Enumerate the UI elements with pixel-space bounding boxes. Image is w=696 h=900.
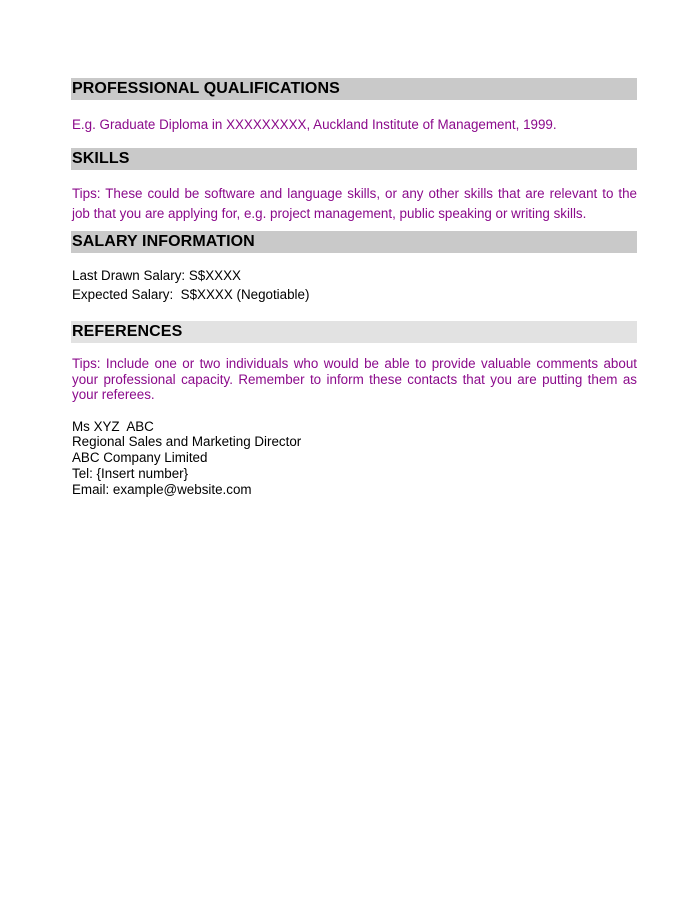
- section-heading-skills: SKILLS: [71, 148, 637, 170]
- salary-details: [71, 267, 637, 304]
- resume-page: [71, 78, 637, 497]
- qualifications-example-text: E.g. Graduate Diploma in XXXXXXXXX, Auckland Institute of Management, 1999.: [72, 117, 557, 132]
- skills-tips-text: Tips: These could be software and language skills, or any other skills that are relevant to the job that you are applying for, e.g. project management, public speaking or writing skills.: [72, 186, 637, 221]
- referee-company: ABC Company Limited: [72, 450, 208, 466]
- referee-email: Email: example@website.com: [72, 481, 252, 497]
- last-drawn-salary: Last Drawn Salary: S$XXXX: [72, 268, 241, 283]
- section-heading-professional-qualifications: PROFESSIONAL QUALIFICATIONS: [71, 78, 637, 100]
- expected-salary: Expected Salary: S$XXXX (Negotiable): [72, 286, 310, 302]
- referee-contact-block: [71, 419, 637, 498]
- referee-title: Regional Sales and Marketing Director: [72, 434, 302, 450]
- section-heading-salary-information: SALARY INFORMATION: [71, 231, 637, 253]
- references-tips-text: Tips: Include one or two individuals who would be able to provide valuable comments about your professional capacity. Remember to inform these contacts that you are putting them as your referees.: [72, 356, 637, 403]
- referee-telephone: Tel: {Insert number}: [72, 465, 189, 481]
- section-heading-references: REFERENCES: [71, 321, 637, 343]
- referee-name: Ms XYZ ABC: [72, 418, 154, 434]
